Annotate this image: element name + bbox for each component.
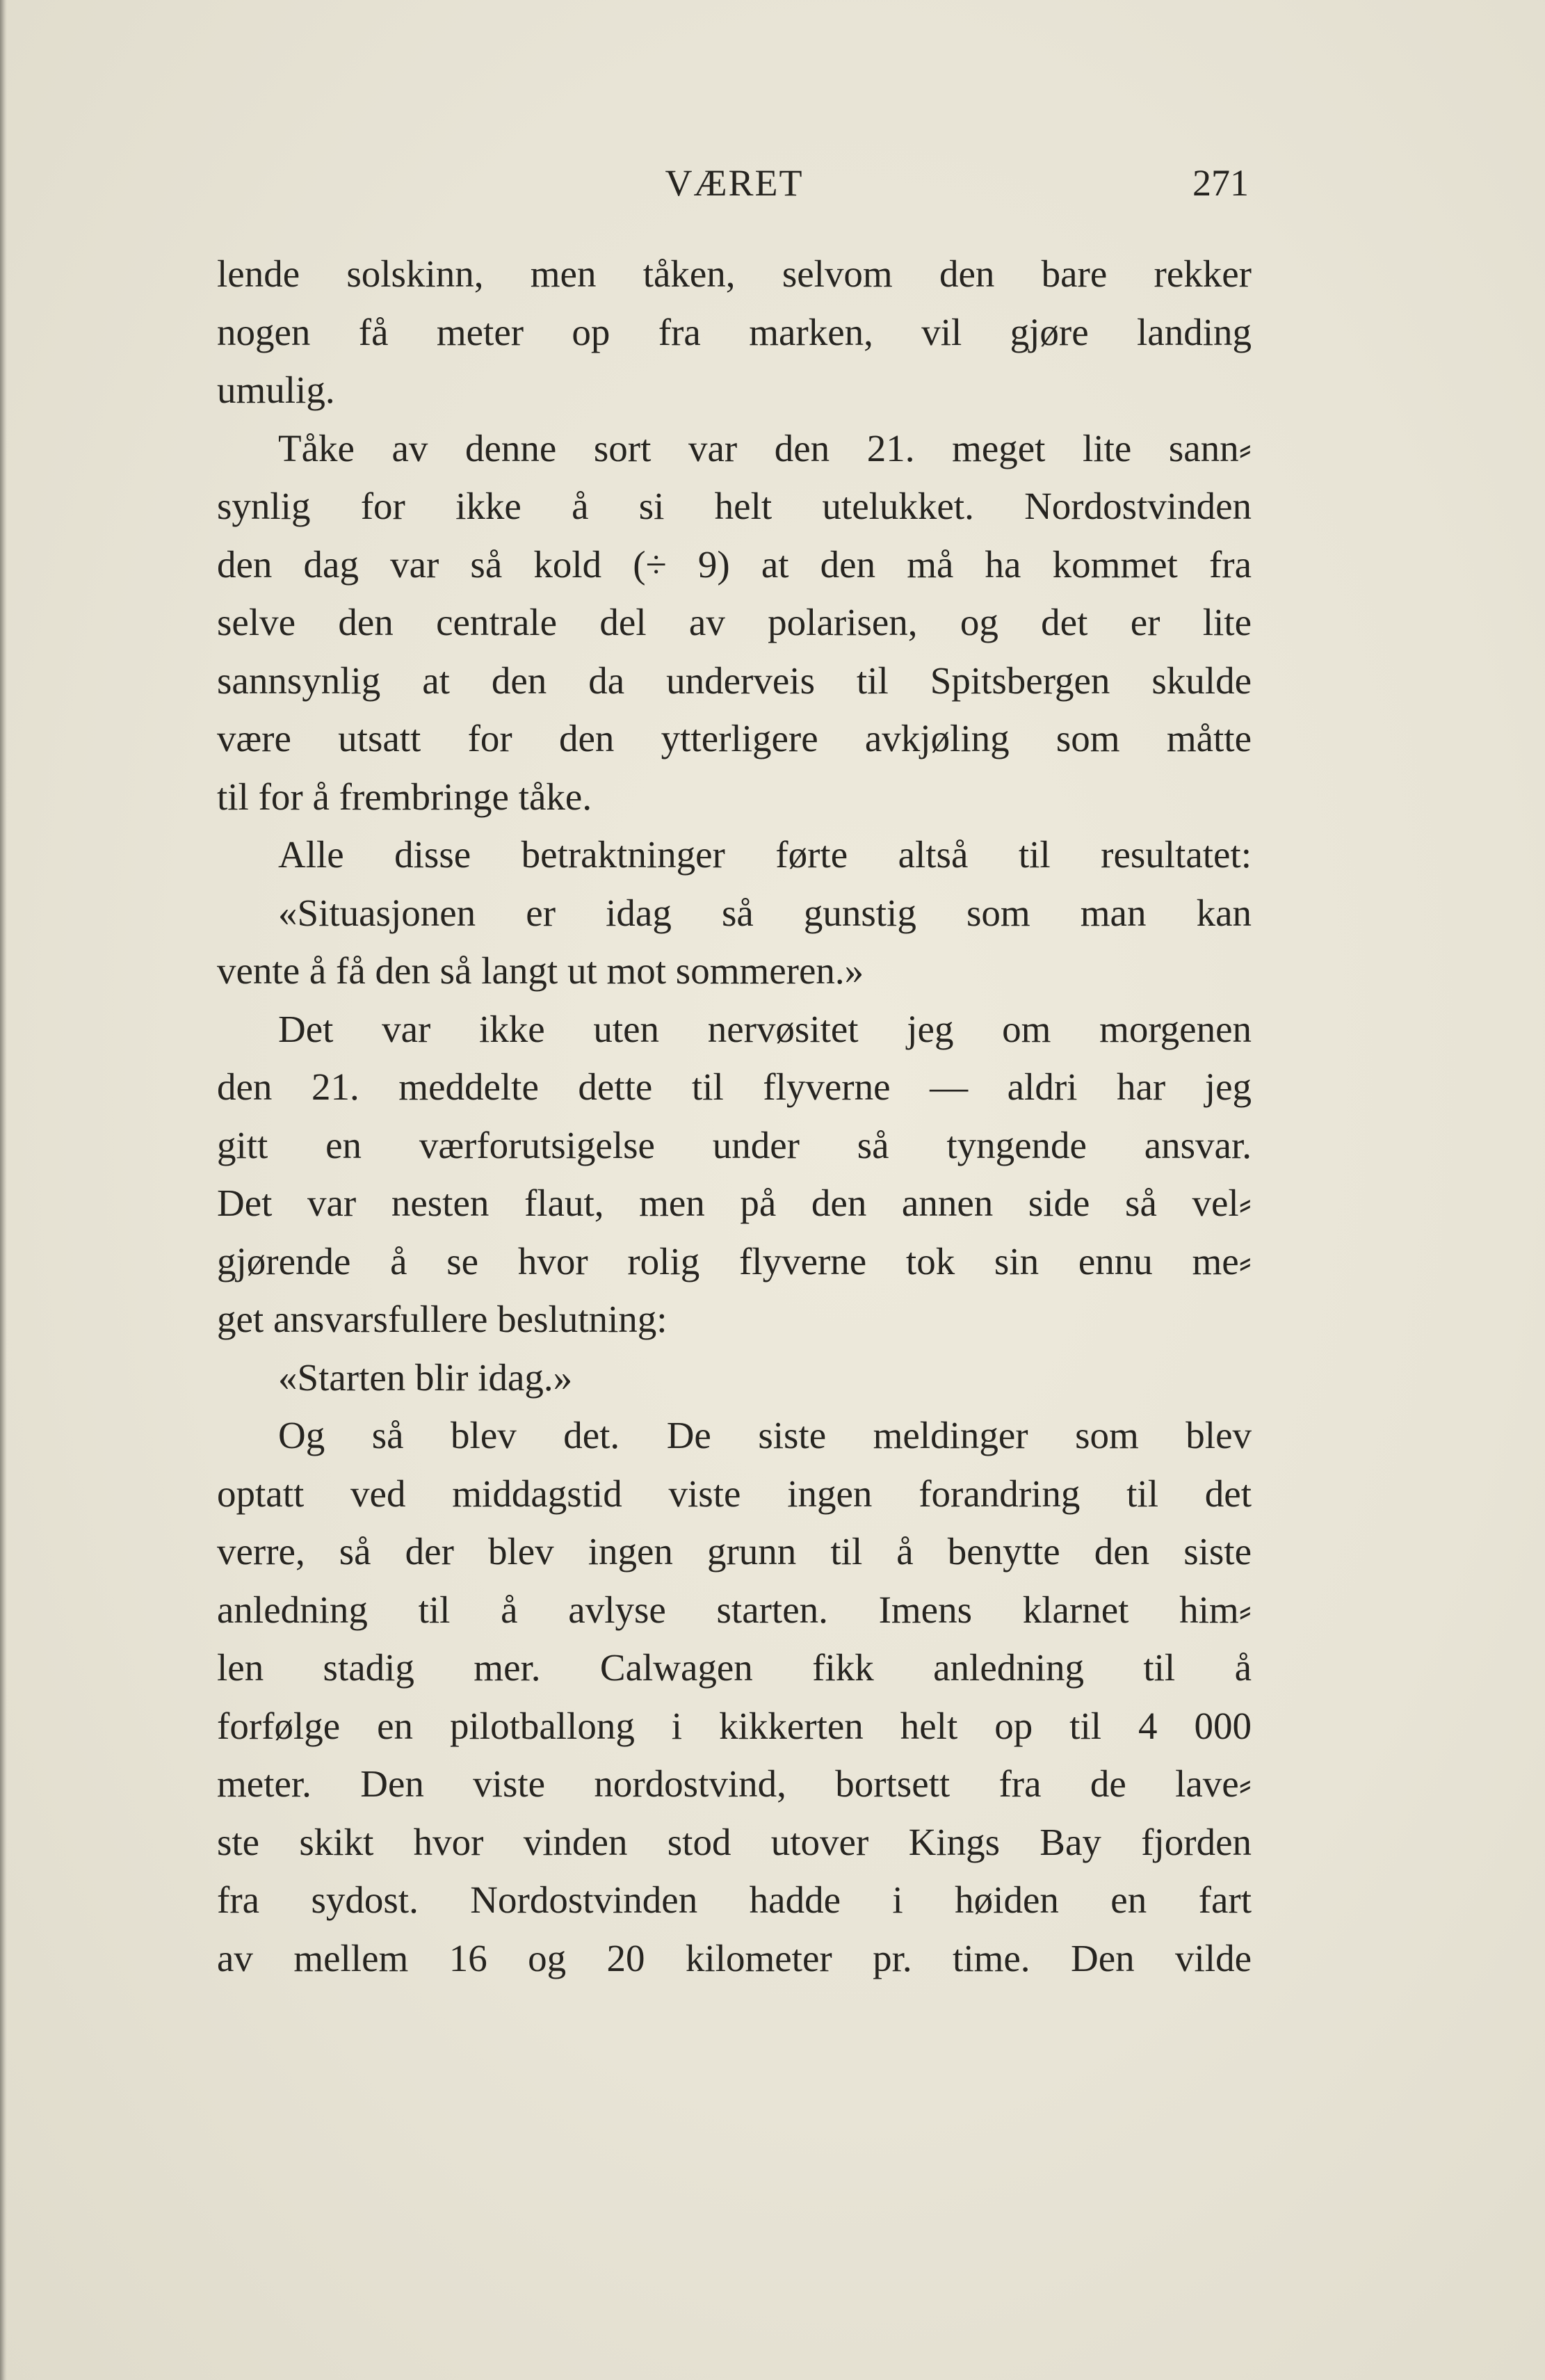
body-text [217,245,1252,1987]
text-line: len stadig mer. Calwagen fikk anledning til å [217,1646,1252,1689]
text-line: umulig. [217,369,335,411]
text-line: Tåke av denne sort var den 21. meget lite sann⸗ [278,426,1252,469]
text-line: get ansvarsfullere beslutning: [217,1298,668,1340]
text-line: lende solskinn, men tåken, selvom den bare rekker [217,252,1252,295]
text-line: verre, så der blev ingen grunn til å benytte den siste [217,1530,1252,1573]
text-line: ste skikt hvor vinden stod utover Kings Bay fjorden [217,1820,1252,1863]
text-line: den dag var så kold (÷ 9) at den må ha kommet fra [217,542,1252,586]
text-line: anledning til å avlyse starten. Imens klarnet him⸗ [217,1588,1252,1631]
text-line: Alle disse betraktninger førte altså til resultatet: [278,833,1252,876]
text-line: vente å få den så langt ut mot sommeren.» [217,949,864,992]
text-line: optatt ved middagstid viste ingen forandring til det [217,1472,1252,1515]
text-line: til for å frembringe tåke. [217,775,592,818]
text-line: være utsatt for den ytterligere avkjøling som måtte [217,717,1252,759]
page-number: 271 [1192,162,1249,204]
running-head: VÆRET [665,162,804,204]
text-line: Det var ikke uten nervøsitet jeg om morgenen [278,1007,1252,1050]
text-line: den 21. meddelte dette til flyverne — aldri har jeg [217,1066,1252,1108]
text-line: synlig for ikke å si helt utelukket. Nordostvinden [217,485,1252,527]
page-header [217,159,1252,207]
text-line: Det var nesten flaut, men på den annen side så vel⸗ [217,1182,1252,1224]
text-line: forfølge en pilotballong i kikkerten helt op til 4 000 [217,1704,1252,1747]
text-line: gjørende å se hvor rolig flyverne tok sin ennu me⸗ [217,1239,1252,1283]
text-line: meter. Den viste nordostvind, bortsett fra de lave⸗ [217,1762,1252,1805]
text-line: av mellem 16 og 20 kilometer pr. time. Den vilde [217,1936,1252,1979]
text-line: «Starten blir idag.» [278,1356,573,1399]
text-line: fra sydost. Nordostvinden hadde i høiden en fart [217,1879,1252,1921]
text-line: «Situasjonen er idag så gunstig som man kan [278,891,1252,934]
text-line: Og så blev det. De siste meldinger som blev [278,1414,1252,1456]
text-line: gitt en værforutsigelse under så tyngende ansvar. [217,1123,1252,1166]
text-line: nogen få meter op fra marken, vil gjøre landing [217,310,1252,353]
text-line: selve den centrale del av polarisen, og det er lite [217,601,1252,643]
page-binding-edge [0,0,7,2380]
text-line: sannsynlig at den da underveis til Spitsbergen skulde [217,659,1252,702]
